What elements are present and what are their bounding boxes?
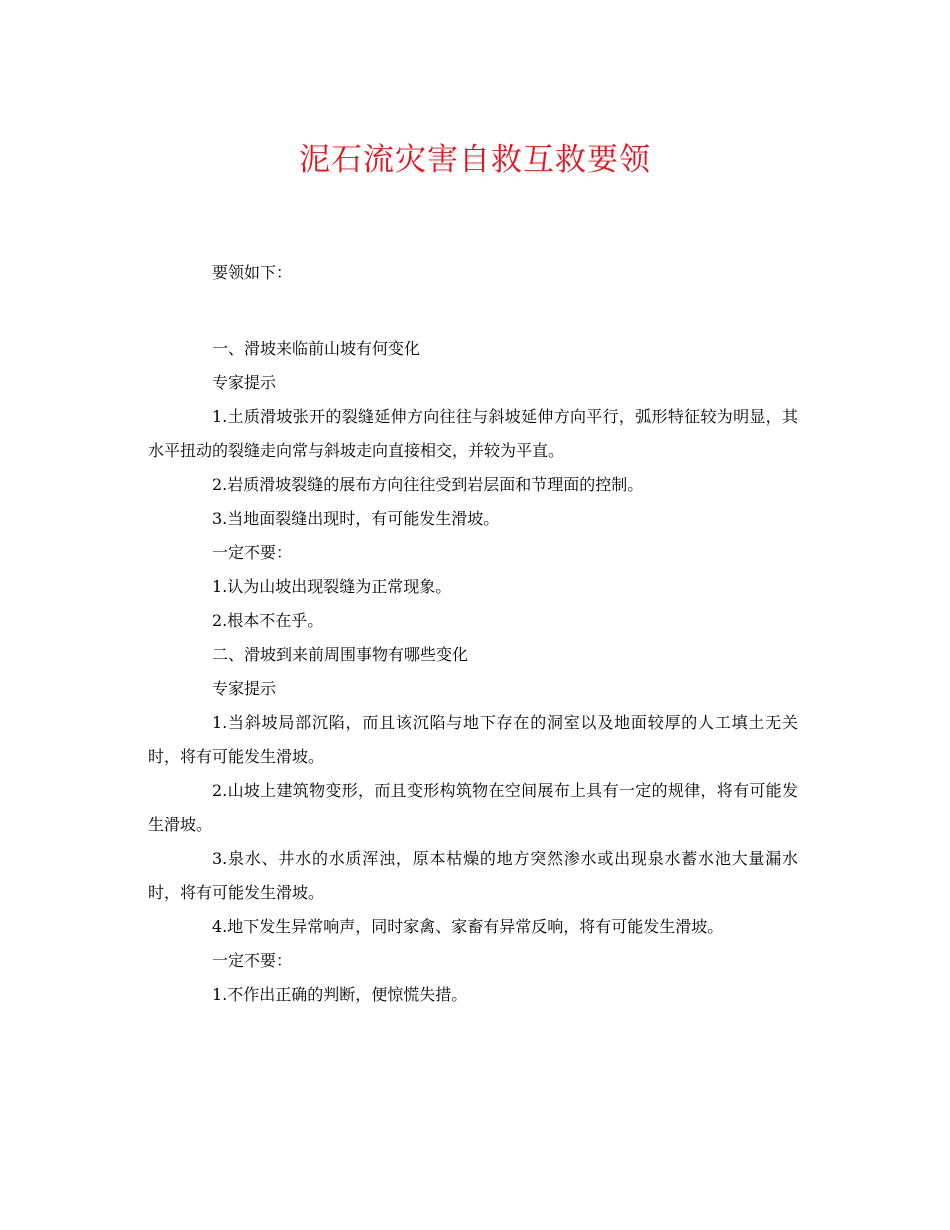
paragraph: 1.不作出正确的判断，便惊慌失措。 — [212, 985, 468, 1004]
document-body — [148, 256, 798, 1012]
spacer — [148, 290, 798, 332]
intro-paragraph: 要领如下： — [212, 263, 293, 282]
paragraph: 1.当斜坡局部沉陷，而且该沉陷与地下存在的洞室以及地面较厚的人工填土无关时，将有可能发生滑坡。 — [148, 713, 798, 766]
section-heading: 二、滑坡到来前周围事物有哪些变化 — [212, 645, 469, 664]
paragraph: 2.岩质滑坡裂缝的展布方向往往受到岩层面和节理面的控制。 — [212, 475, 644, 494]
paragraph: 专家提示 — [212, 679, 277, 698]
paragraph: 2.山坡上建筑物变形，而且变形构筑物在空间展布上具有一定的规律，将有可能发生滑坡。 — [148, 781, 798, 834]
page-title: 泥石流灾害自救互救要领 — [299, 142, 651, 178]
paragraph: 4.地下发生异常响声，同时家禽、家畜有异常反响，将有可能发生滑坡。 — [212, 917, 724, 936]
paragraph: 1.土质滑坡张开的裂缝延伸方向往往与斜坡延伸方向平行，弧形特征较为明显，其水平扭动的裂缝走向常与斜坡走向直接相交，并较为平直。 — [148, 407, 798, 460]
paragraph: 专家提示 — [212, 373, 277, 392]
section-heading: 一、滑坡来临前山坡有何变化 — [212, 339, 421, 358]
paragraph: 一定不要： — [212, 543, 293, 562]
paragraph: 一定不要： — [212, 951, 293, 970]
paragraph: 3.泉水、井水的水质浑浊，原本枯燥的地方突然渗水或出现泉水蓄水池大量漏水时，将有可能发生滑坡。 — [148, 849, 798, 902]
paragraph: 1.认为山坡出现裂缝为正常现象。 — [212, 577, 452, 596]
paragraph: 3.当地面裂缝出现时，有可能发生滑坡。 — [212, 509, 500, 528]
paragraph: 2.根本不在乎。 — [212, 611, 324, 630]
